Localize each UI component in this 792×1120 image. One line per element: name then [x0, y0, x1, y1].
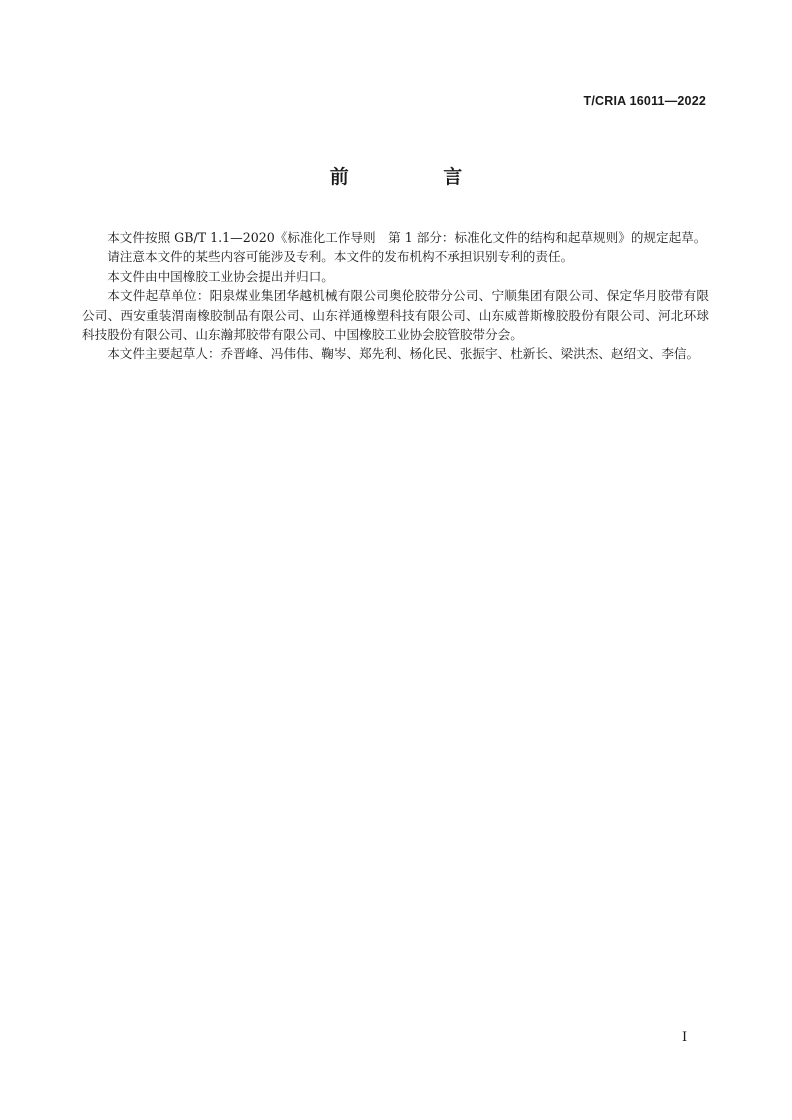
paragraph-patent-notice: 请注意本文件的某些内容可能涉及专利。本文件的发布机构不承担识别专利的责任。 — [107, 249, 574, 265]
paragraph-drafting-rules: 本文件按照 GB/T 1.1—2020《标准化工作导则 第 1 部分：标准化文件的结构和起草规则》的规定起草。 — [107, 230, 707, 245]
paragraph-proposer: 本文件由中国橡胶工业协会提出并归口。 — [107, 268, 334, 284]
paragraph-drafting-units: 本文件起草单位：阳泉煤业集团华越机械有限公司奥伦胶带分公司、宁顺集团有限公司、保定华月胶带有限公司、西安重装渭南橡胶制品有限公司、山东祥通橡塑科技有限公司、山东威普斯橡胶股份有限公司、河北环球科技股份有限公司、山东瀚邦胶带有限公司、中国橡胶工业协会胶管胶带分会。 — [82, 288, 709, 343]
paragraph-drafters: 本文件主要起草人：乔晋峰、冯伟伟、鞠岑、郑先利、杨化民、张振宇、杜新长、梁洪杰、赵绍文、李信。 — [107, 346, 700, 362]
page-title: 前 言 — [329, 166, 507, 188]
standard-code: T/CRIA 16011—2022 — [583, 94, 706, 108]
foreword-body — [82, 228, 709, 364]
page-number: I — [682, 1030, 688, 1045]
